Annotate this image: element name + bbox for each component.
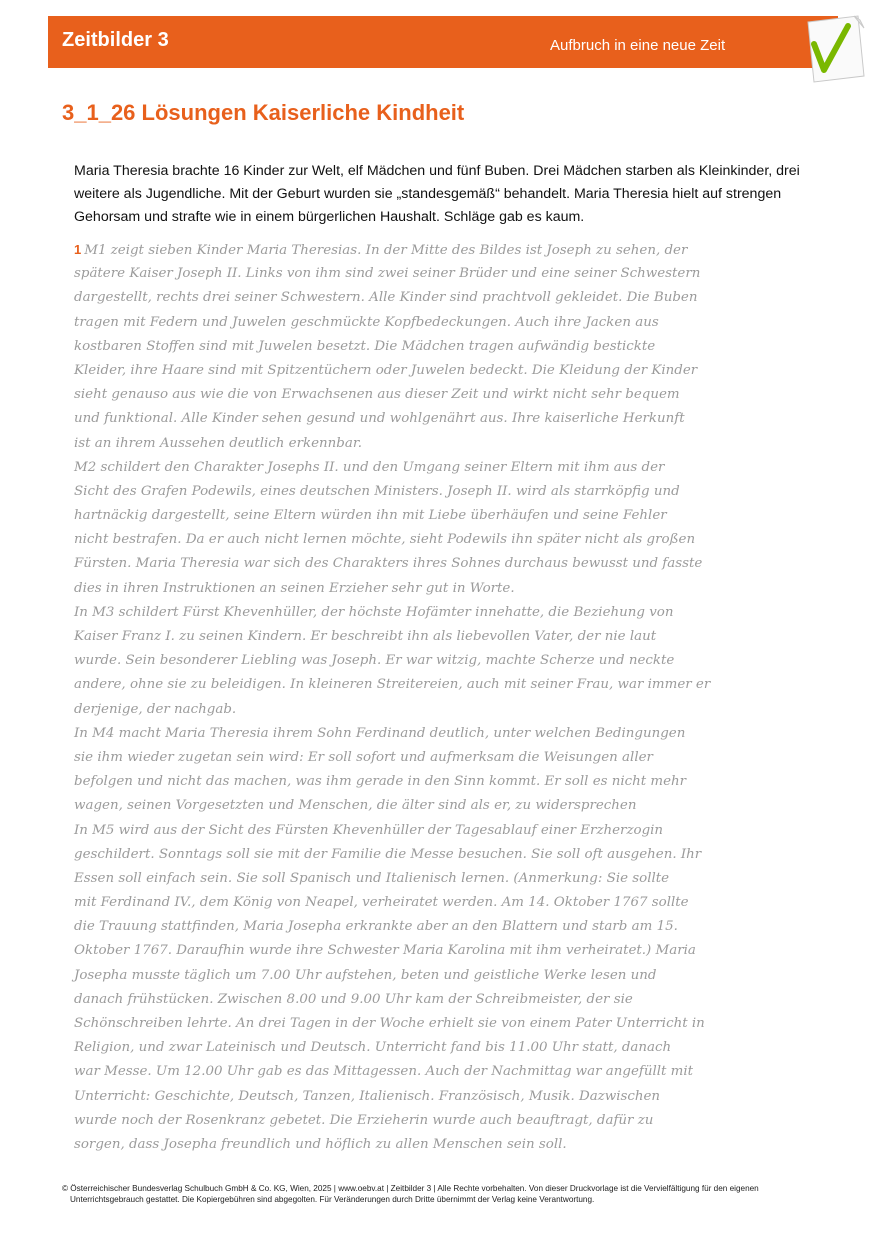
answer-line-text: spätere Kaiser Joseph II. Links von ihm sind zwei seiner Brüder und eine seiner Schwestern <box>74 266 701 282</box>
answer-line-text: In M4 macht Maria Theresia ihrem Sohn Ferdinand deutlich, unter welchen Bedingungen <box>74 725 686 741</box>
answer-line <box>74 504 822 528</box>
answer-line-text: In M5 wird aus der Sicht des Fürsten Khevenhüller der Tagesablauf einer Erzherzogin <box>74 822 664 838</box>
checkmark-page-icon <box>798 12 868 88</box>
answer-line <box>74 673 822 697</box>
copyright-footer <box>62 1183 802 1205</box>
answer-line <box>74 843 822 867</box>
answer-line <box>74 1109 822 1133</box>
page-title: 3_1_26 Lösungen Kaiserliche Kindheit <box>62 100 465 125</box>
answer-line <box>74 891 822 915</box>
answer-line <box>74 915 822 939</box>
answer-line-text: Josepha musste täglich um 7.00 Uhr aufstehen, beten und geistliche Werke lesen und <box>74 967 657 983</box>
answer-line <box>74 456 822 480</box>
answer-line <box>74 770 822 794</box>
answer-line-text: hartnäckig dargestellt, seine Eltern würden ihn mit Liebe überhäufen und seine Fehler <box>74 508 667 524</box>
answer-line <box>74 601 822 625</box>
answer-line-text: befolgen und nicht das machen, was ihm gerade in den Sinn kommt. Er soll es nicht mehr <box>74 774 687 790</box>
answer-line-text: tragen mit Federn und Juwelen geschmückte Kopfbedeckungen. Auch ihre Jacken aus <box>74 314 659 330</box>
answer-line <box>74 552 822 576</box>
answer-line-text: M2 schildert den Charakter Josephs II. und den Umgang seiner Eltern mit ihm aus der <box>74 459 665 475</box>
footer-line: © Österreichischer Bundesverlag Schulbuch GmbH & Co. KG, Wien, 2025 | www.oebv.at | Zeitbilder 3 | Alle Rechte vorbehalten. Von dieser Druckvorlage ist die Vervielfältigung für den eigenen <box>62 1184 759 1193</box>
answer-line-text: dargestellt, rechts drei seiner Schwestern. Alle Kinder sind prachtvoll gekleidet. Die Buben <box>74 290 698 306</box>
answer-line <box>74 262 822 286</box>
answer-line-text: und funktional. Alle Kinder sehen gesund und wohlgenährt aus. Ihre kaiserliche Herkunft <box>74 411 685 427</box>
answer-line-text: Schönschreiben lehrte. An drei Tagen in der Woche erhielt sie von einem Pater Unterricht in <box>74 1016 705 1031</box>
answer-line <box>74 649 822 673</box>
answer-line-text: Unterricht: Geschichte, Deutsch, Tanzen, Italienisch. Französisch, Musik. Dazwischen <box>74 1088 661 1104</box>
answer-line <box>74 383 822 407</box>
answer-line-text: sieht genauso aus wie die von Erwachsenen aus dieser Zeit und wirkt nicht sehr bequem <box>74 387 680 403</box>
answer-line-text: danach frühstücken. Zwischen 8.00 und 9.00 Uhr kam der Schreibmeister, der sie <box>74 991 633 1007</box>
answer-line <box>74 698 822 722</box>
answer-line <box>74 432 822 456</box>
answer-line-text: geschildert. Sonntags soll sie mit der Familie die Messe besuchen. Sie soll oft ausgehen. Ihr <box>74 846 702 862</box>
answer-line <box>74 819 822 843</box>
answer-line-text: wurde noch der Rosenkranz gebetet. Die Erzieherin wurde auch beauftragt, dafür zu <box>74 1112 654 1128</box>
answer-line <box>74 867 822 891</box>
answer-line-text: sie ihm wieder zugetan sein wird: Er soll sofort und aufmerksam die Weisungen aller <box>74 749 653 765</box>
answer-line <box>74 407 822 431</box>
answer-line-text: andere, ohne sie zu beleidigen. In kleineren Streitereien, auch mit seiner Frau, war immer er <box>74 677 711 693</box>
brand-title: Zeitbilder 3 <box>62 29 169 51</box>
answer-line <box>74 988 822 1012</box>
answer-line-text: sorgen, dass Josepha freundlich und höflich zu allen Menschen sein soll. <box>74 1136 567 1152</box>
answer-line-text: derjenige, der nachgab. <box>74 701 237 717</box>
answer-line <box>74 480 822 504</box>
answer-line-text: mit Ferdinand IV., dem König von Neapel, verheiratet werden. Am 14. Oktober 1767 sollte <box>74 895 689 911</box>
answer-line-text: war Messe. Um 12.00 Uhr gab es das Mittagessen. Auch der Nachmittag war angefüllt mit <box>74 1064 694 1080</box>
answer-line <box>74 794 822 818</box>
answer-line <box>74 311 822 335</box>
answer-line-text: Religion, und zwar Lateinisch und Deutsch. Unterricht fand bis 11.00 Uhr statt, danach <box>74 1040 672 1056</box>
answer-text <box>74 238 822 1157</box>
answer-line-text: ist an ihrem Aussehen deutlich erkennbar. <box>74 435 363 451</box>
answer-line-text: wagen, seinen Vorgesetzten und Menschen, die älter sind als er, zu widersprechen <box>74 798 637 814</box>
answer-line <box>74 964 822 988</box>
answer-line <box>74 746 822 770</box>
answer-line-text: In M3 schildert Fürst Khevenhüller, der höchste Hofämter innehatte, die Beziehung von <box>74 604 674 620</box>
answer-line <box>74 1012 822 1036</box>
answer-line-text: die Trauung stattfinden, Maria Josepha erkrankte aber an den Blattern und starb am 15. <box>74 919 678 935</box>
answer-line <box>74 1036 822 1060</box>
intro-paragraph: Maria Theresia brachte 16 Kinder zur Welt, elf Mädchen und fünf Buben. Drei Mädchen starben als Kleinkinder, drei weitere als Jugendliche. Mit der Geburt wurden sie „standesgemäß“ behandelt. Maria Theresia hielt auf strengen Gehorsam und strafte wie in einem bürgerlichen Haushalt. Schläge gab es kaum. <box>74 163 800 225</box>
answer-line-text: Sicht des Grafen Podewils, eines deutschen Ministers. Joseph II. wird als starrköpfig und <box>74 483 680 499</box>
answer-line <box>74 722 822 746</box>
task-number: 1 <box>74 242 82 257</box>
answer-line <box>74 528 822 552</box>
answer-line-text: Kleider, ihre Haare sind mit Spitzentüchern oder Juwelen bedeckt. Die Kleidung der Kinder <box>74 362 698 378</box>
answer-line-text: Essen soll einfach sein. Sie soll Spanisch und Italienisch lernen. (Anmerkung: Sie sollte <box>74 870 670 886</box>
answer-line-text: dies in ihren Instruktionen an seinen Erzieher sehr gut in Worte. <box>74 580 515 596</box>
answer-line <box>74 286 822 310</box>
answer-line <box>74 577 822 601</box>
answer-line-text: Oktober 1767. Daraufhin wurde ihre Schwester Maria Karolina mit ihm verheiratet.) Maria <box>74 943 696 959</box>
answer-line-text: kostbaren Stoffen sind mit Juwelen besetzt. Die Mädchen tragen aufwändig bestickte <box>74 338 656 354</box>
answer-line <box>74 1133 822 1157</box>
answer-line <box>74 359 822 383</box>
answer-line-text: Fürsten. Maria Theresia war sich des Charakters ihres Sohnes durchaus bewusst und fasste <box>74 556 703 572</box>
answer-line <box>74 939 822 963</box>
answer-line <box>74 1060 822 1084</box>
answer-line <box>74 1085 822 1109</box>
chapter-topic: Aufbruch in eine neue Zeit <box>550 37 726 54</box>
answer-line <box>74 625 822 649</box>
answer-line-text: nicht bestrafen. Da er auch nicht lernen möchte, sieht Podewils ihn später nicht als großen <box>74 532 696 548</box>
answer-line-text: M1 zeigt sieben Kinder Maria Theresias. In der Mitte des Bildes ist Joseph zu sehen, der <box>84 243 688 258</box>
answer-line <box>74 335 822 359</box>
answer-line-text: Kaiser Franz I. zu seinen Kindern. Er beschreibt ihn als liebevollen Vater, der nie laut <box>74 629 657 644</box>
answer-line <box>74 238 822 262</box>
answer-line-text: wurde. Sein besonderer Liebling was Joseph. Er war witzig, machte Scherze und neckte <box>74 653 675 669</box>
footer-line: Unterrichtsgebrauch gestattet. Die Kopiergebühren sind abgegolten. Für Veränderungen durch Dritte übernimmt der Verlag keine Verantwortung. <box>70 1195 595 1204</box>
